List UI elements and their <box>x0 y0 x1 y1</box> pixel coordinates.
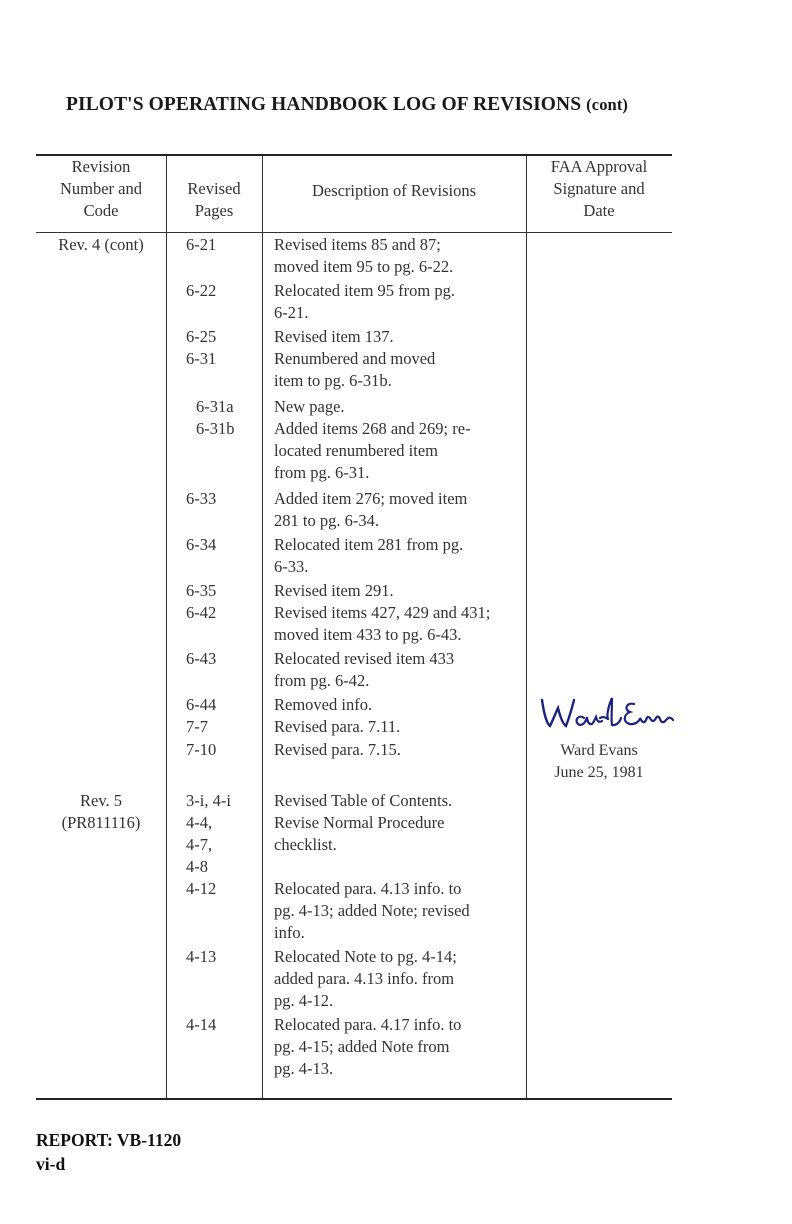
revision-description-line: from pg. 6-31. <box>274 463 370 482</box>
revision-description-line: Revised para. 7.15. <box>274 740 401 759</box>
header-line: Signature and <box>553 179 645 198</box>
revision-description-line: pg. 4-12. <box>274 991 334 1010</box>
revision-description-line: Revised item 137. <box>274 327 394 346</box>
revised-page: 6-21 <box>186 235 217 254</box>
revision-description-line: 281 to pg. 6-34. <box>274 511 379 530</box>
revision-description-line: from pg. 6-42. <box>274 671 370 690</box>
revision-description-line: Revised items 85 and 87; <box>274 235 441 254</box>
header-faa-approval <box>526 156 672 222</box>
header-line: FAA Approval <box>550 157 648 176</box>
revision-description-line: Revised items 427, 429 and 431; <box>274 603 491 622</box>
approval-date: June 25, 1981 <box>554 764 644 781</box>
header-line: Code <box>83 201 119 220</box>
header-description <box>262 180 526 202</box>
header-revised-pages <box>166 178 262 222</box>
revision-description-line: Relocated item 281 from pg. <box>274 535 464 554</box>
page-title <box>66 94 628 116</box>
revision-description-line: Relocated para. 4.17 info. to <box>274 1015 462 1034</box>
revised-page: 4-13 <box>186 947 217 966</box>
page-title-suffix: (cont) <box>586 95 629 114</box>
header-line: Pages <box>194 201 234 220</box>
rev-code-detail: (PR811116) <box>61 813 141 832</box>
rev-code: Rev. 5 <box>79 791 122 810</box>
revised-page: 6-43 <box>186 649 217 668</box>
revised-page: 4-8 <box>186 857 208 876</box>
revision-description-line: moved item 433 to pg. 6-43. <box>274 625 462 644</box>
revisions-table <box>36 154 672 1100</box>
revised-page: 4-14 <box>186 1015 217 1034</box>
revision-description-line: Added item 276; moved item <box>274 489 468 508</box>
revision-description-line: Revised Table of Contents. <box>274 791 453 810</box>
revised-page: 7-7 <box>186 717 208 736</box>
revised-page: 4-12 <box>186 879 217 898</box>
revision-description-line: info. <box>274 923 305 942</box>
revision-description-line: Removed info. <box>274 695 373 714</box>
revised-page: 7-10 <box>186 740 217 759</box>
revised-page: 4-4, <box>186 813 213 832</box>
rev-code: Rev. 4 (cont) <box>58 235 144 254</box>
revision-description-line: Revised para. 7.11. <box>274 717 401 736</box>
revision-description-line: Relocated revised item 433 <box>274 649 455 668</box>
revised-page: 6-31b <box>196 419 235 438</box>
header-line: Date <box>583 201 615 220</box>
revised-page: 6-31 <box>186 349 217 368</box>
header-line: Description of Revisions <box>311 181 477 200</box>
report-number: REPORT: VB-1120 <box>36 1130 182 1150</box>
revision-description-line: Relocated Note to pg. 4-14; <box>274 947 457 966</box>
column-divider <box>262 156 263 1098</box>
revision-description-line: pg. 4-13. <box>274 1059 334 1078</box>
column-divider <box>166 156 167 1098</box>
revised-page: 6-22 <box>186 281 217 300</box>
revised-page: 6-34 <box>186 535 217 554</box>
revision-description-line: Revise Normal Procedure <box>274 813 445 832</box>
revision-description-line: 6-21. <box>274 303 309 322</box>
header-revision-number <box>36 156 166 222</box>
revision-description-line: added para. 4.13 info. from <box>274 969 455 988</box>
revision-description-line: Renumbered and moved <box>274 349 436 368</box>
revision-description-line: New page. <box>274 397 345 416</box>
revision-description-line: 6-33. <box>274 557 309 576</box>
revision-description-line: Added items 268 and 269; re- <box>274 419 471 438</box>
revised-page: 6-35 <box>186 581 217 600</box>
revised-page: 6-42 <box>186 603 217 622</box>
revision-description-line: located renumbered item <box>274 441 439 460</box>
approval-signer-name: Ward Evans <box>560 742 638 759</box>
revision-description-line: pg. 4-13; added Note; revised <box>274 901 470 920</box>
revised-page: 3-i, 4-i <box>186 791 231 810</box>
header-divider <box>36 232 672 233</box>
revision-description-line: checklist. <box>274 835 337 854</box>
header-line: Revised <box>187 179 241 198</box>
revision-description-line: moved item 95 to pg. 6-22. <box>274 257 454 276</box>
header-line: Revision <box>71 157 131 176</box>
revision-description-line: Relocated para. 4.13 info. to <box>274 879 462 898</box>
column-divider <box>526 156 527 1098</box>
revision-description-line: item to pg. 6-31b. <box>274 371 392 390</box>
approval-signature <box>536 688 676 736</box>
revised-page: 4-7, <box>186 835 213 854</box>
revision-description-line: pg. 4-15; added Note from <box>274 1037 450 1056</box>
revised-page: 6-33 <box>186 489 217 508</box>
page-number: vi-d <box>36 1154 66 1174</box>
revision-description-line: Revised item 291. <box>274 581 394 600</box>
header-line: Number and <box>59 179 143 198</box>
revised-page: 6-44 <box>186 695 217 714</box>
revision-description-line: Relocated item 95 from pg. <box>274 281 455 300</box>
revised-page: 6-31a <box>196 397 234 416</box>
page-title-text: PILOT'S OPERATING HANDBOOK LOG OF REVISIONS <box>66 94 582 115</box>
revised-page: 6-25 <box>186 327 217 346</box>
